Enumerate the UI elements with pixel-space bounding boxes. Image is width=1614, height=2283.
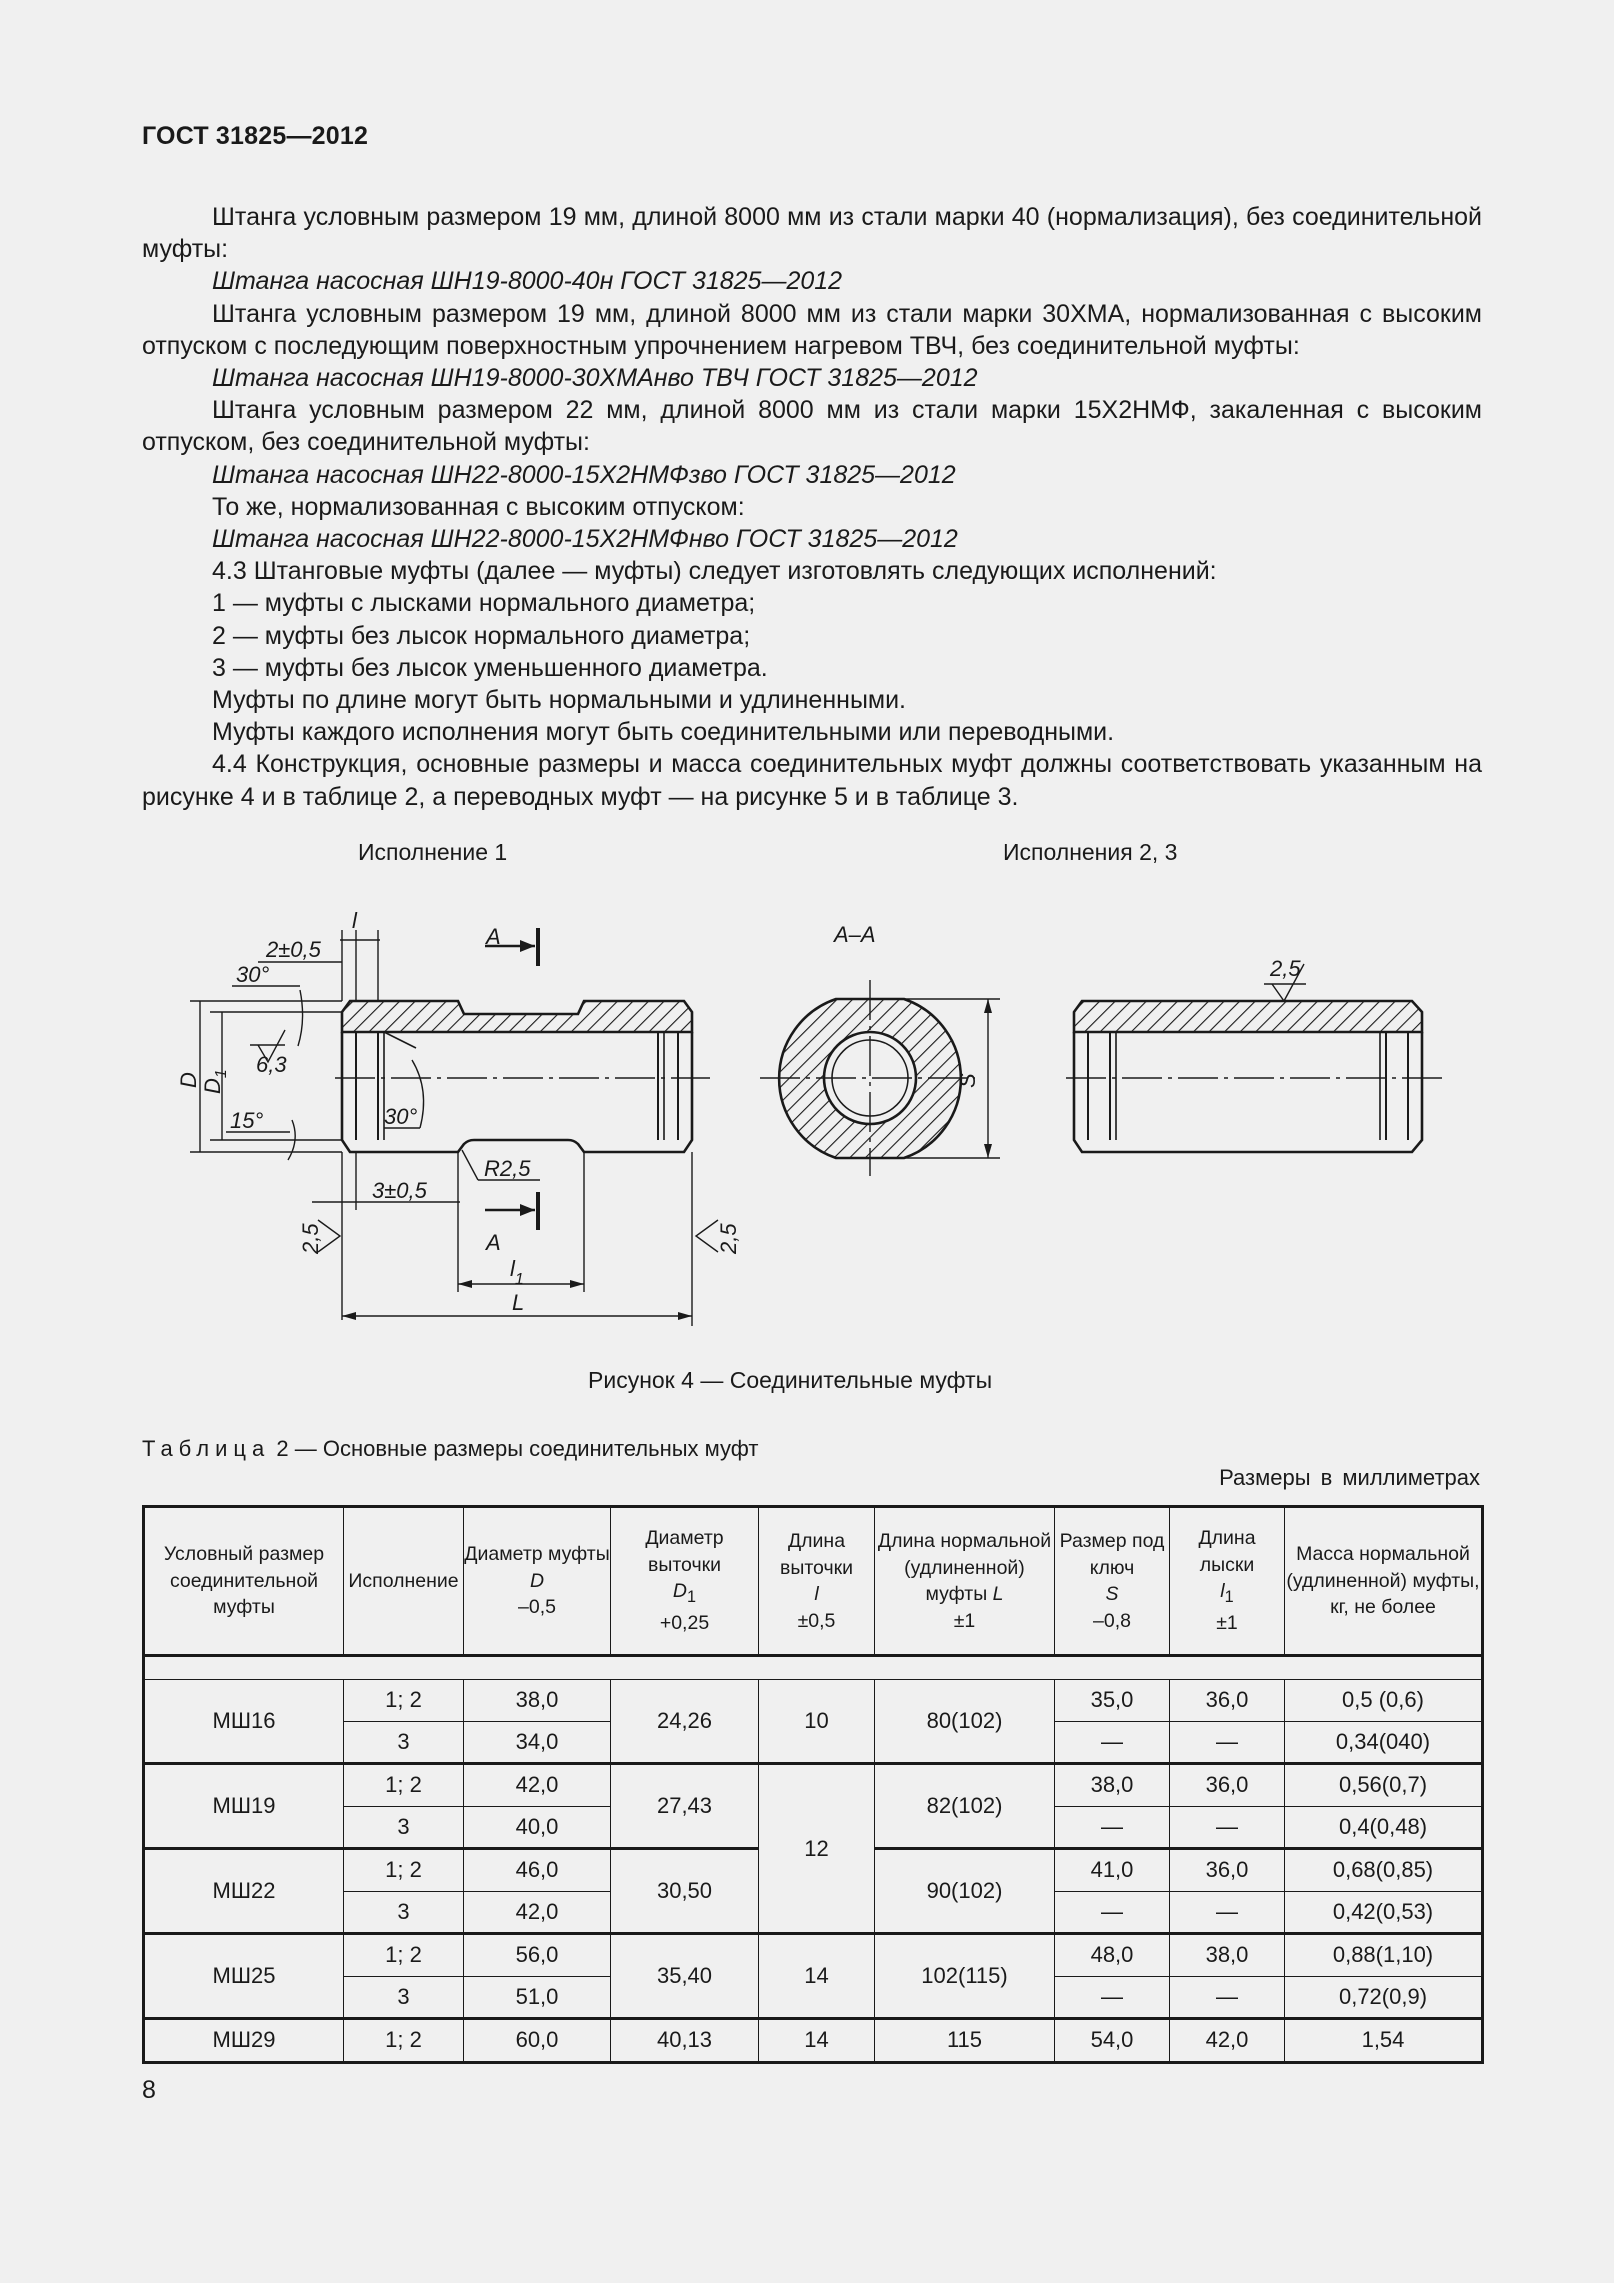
cell-size: МШ16 — [144, 1680, 344, 1764]
dim-roughness-63-label: 6,3 — [256, 1052, 287, 1077]
dim-offset-label: 3±0,5 — [372, 1178, 427, 1203]
list-item: 2 — муфты без лысок нормального диаметра; — [212, 621, 751, 650]
cell-S: 38,0 — [1055, 1764, 1170, 1807]
cell-D: 42,0 — [464, 1891, 611, 1934]
cut-label-top: А — [486, 924, 501, 949]
cell-D: 51,0 — [464, 1976, 611, 2019]
dim-l-label: l — [352, 908, 357, 933]
cell-D1: 27,43 — [611, 1764, 759, 1849]
cell-L: 115 — [875, 2019, 1055, 2063]
couplings-table — [142, 1505, 1484, 2064]
cell-l1: — — [1170, 1721, 1285, 1764]
cell-mass: 0,4(0,48) — [1285, 1806, 1483, 1849]
figure-label-right: Исполнения 2, 3 — [1003, 839, 1178, 865]
header-S: Размер под ключ S –0,8 — [1055, 1507, 1170, 1656]
header-D: Диаметр муфты D –0,5 — [464, 1507, 611, 1656]
example-designation: Штанга насосная ШН19-8000-30ХМАнво ТВЧ ГОСТ 31825—2012 — [212, 364, 978, 393]
cut-label-bottom: А — [486, 1230, 501, 1255]
cell-mass: 0,34(040) — [1285, 1721, 1483, 1764]
paragraph: 4.4 Конструкция, основные размеры и масса соединительных муфт должны соответствовать указанным на рисунке 4 и в таблице 2, а переводных муфт — на рисунке 5 и в таблице 3. — [142, 750, 1482, 811]
cell-version: 1; 2 — [344, 2019, 464, 2063]
example-designation: Штанга насосная ШН22-8000-15Х2НМФзво ГОСТ 31825—2012 — [212, 460, 956, 489]
cell-l1: 38,0 — [1170, 1934, 1285, 1977]
cell-mass: 0,56(0,7) — [1285, 1764, 1483, 1807]
cell-l: 10 — [759, 1680, 875, 1764]
cell-mass: 0,68(0,85) — [1285, 1849, 1483, 1892]
cell-l1: 36,0 — [1170, 1849, 1285, 1892]
dim-l1-label: $l_1$ — [510, 1256, 524, 1288]
cell-D: 46,0 — [464, 1849, 611, 1892]
dim-D1-label: $D_1$ — [200, 1069, 230, 1094]
table-caption-prefix: Таблица — [142, 1436, 271, 1461]
cell-S: 41,0 — [1055, 1849, 1170, 1892]
table-caption-text: 2 — Основные размеры соединительных муфт — [270, 1436, 759, 1461]
table-units: Размеры в миллиметрах — [1219, 1465, 1480, 1490]
cell-size: МШ25 — [144, 1934, 344, 2019]
cell-version: 1; 2 — [344, 1680, 464, 1722]
cell-mass: 0,88(1,10) — [1285, 1934, 1483, 1977]
cell-l1: — — [1170, 1891, 1285, 1934]
page-number: 8 — [142, 2076, 156, 2104]
dim-angle30-inner-label: 30° — [384, 1104, 418, 1129]
dim-chamfer-label: 2±0,5 — [266, 937, 321, 962]
cell-l1: — — [1170, 1976, 1285, 2019]
list-item: 1 — муфты с лысками нормального диаметра; — [212, 589, 756, 618]
dim-roughness-25-left: 2,5 — [298, 1223, 323, 1254]
dim-radius-label: R2,5 — [484, 1156, 531, 1181]
dim-angle30-label: 30° — [236, 962, 270, 987]
dim-roughness-25-right: 2,5 — [716, 1223, 741, 1254]
cell-size: МШ22 — [144, 1849, 344, 1934]
cell-S: — — [1055, 1891, 1170, 1934]
cell-D: 34,0 — [464, 1721, 611, 1764]
cell-mass: 0,42(0,53) — [1285, 1891, 1483, 1934]
dim-L-label: L — [512, 1290, 525, 1315]
dim-roughness-25-top: 2,5 — [1270, 956, 1301, 981]
cell-D1: 24,26 — [611, 1680, 759, 1764]
cell-L: 90(102) — [875, 1849, 1055, 1934]
cell-L: 82(102) — [875, 1764, 1055, 1849]
cell-D: 40,0 — [464, 1806, 611, 1849]
cell-version: 3 — [344, 1806, 464, 1849]
example-designation: Штанга насосная ШН22-8000-15Х2НМФнво ГОСТ 31825—2012 — [212, 525, 958, 554]
cell-l: 14 — [759, 1934, 875, 2019]
cell-version: 3 — [344, 1721, 464, 1764]
dim-D-label: D — [176, 1072, 201, 1088]
cell-D1: 35,40 — [611, 1934, 759, 2019]
header-L: Длина нормальной (удлиненной) муфты L ±1 — [875, 1507, 1055, 1656]
cell-version: 1; 2 — [344, 1764, 464, 1807]
cell-l1: — — [1170, 1806, 1285, 1849]
header-l1: Длина лыски $l_1$ ±1 — [1170, 1507, 1285, 1656]
cell-version: 1; 2 — [344, 1934, 464, 1977]
cell-l: 12 — [759, 1764, 875, 1934]
header-mass: Масса нормальной (удлиненной) муфты, кг, не более — [1285, 1507, 1483, 1656]
example-designation: Штанга насосная ШН19-8000-40н ГОСТ 31825—2012 — [212, 267, 843, 296]
cell-D: 56,0 — [464, 1934, 611, 1977]
list-item: 3 — муфты без лысок уменьшенного диаметра. — [212, 653, 768, 682]
section-label: А–А — [834, 922, 876, 947]
cell-S: 35,0 — [1055, 1680, 1170, 1722]
cell-l1: 36,0 — [1170, 1680, 1285, 1722]
paragraph: Штанга условным размером 19 мм, длиной 8000 мм из стали марки 30ХМА, нормализованная с высоким отпуском с последующим поверхностным упрочнением нагревом ТВЧ, без соединительной муфты: — [142, 299, 1482, 360]
paragraph: Муфты по длине могут быть нормальными и удлиненными. — [212, 686, 907, 715]
cell-l1: 42,0 — [1170, 2019, 1285, 2063]
cell-version: 3 — [344, 1976, 464, 2019]
table-caption — [142, 1436, 759, 1462]
cell-L: 80(102) — [875, 1680, 1055, 1764]
cell-S: 54,0 — [1055, 2019, 1170, 2063]
cell-version: 1; 2 — [344, 1849, 464, 1892]
cell-D: 38,0 — [464, 1680, 611, 1722]
paragraph: Штанга условным размером 19 мм, длиной 8000 мм из стали марки 40 (нормализация), без соединительной муфты: — [142, 203, 1482, 264]
figure-caption: Рисунок 4 — Соединительные муфты — [588, 1367, 993, 1393]
cell-S: 48,0 — [1055, 1934, 1170, 1977]
cell-D: 42,0 — [464, 1764, 611, 1807]
document-header: ГОСТ 31825—2012 — [142, 122, 369, 150]
cell-mass: 1,54 — [1285, 2019, 1483, 2063]
cell-D1: 30,50 — [611, 1849, 759, 1934]
cell-l1: 36,0 — [1170, 1764, 1285, 1807]
coupling-version-2-3 — [1066, 964, 1446, 1152]
header-l: Длина выточки l ±0,5 — [759, 1507, 875, 1656]
header-D1: Диаметр выточки $D_1$ +0,25 — [611, 1507, 759, 1656]
cell-size: МШ19 — [144, 1764, 344, 1849]
header-size: Условный размер соединительной муфты — [144, 1507, 344, 1656]
paragraph: Муфты каждого исполнения могут быть соединительными или переводными. — [212, 718, 1115, 747]
paragraph: Штанга условным размером 22 мм, длиной 8000 мм из стали марки 15Х2НМФ, закаленная с высоким отпуском, без соединительной муфты: — [142, 396, 1482, 457]
cell-S: — — [1055, 1721, 1170, 1764]
paragraph: То же, нормализованная с высоким отпуском: — [212, 492, 745, 521]
cell-version: 3 — [344, 1891, 464, 1934]
paragraph: 4.3 Штанговые муфты (далее — муфты) следует изготовлять следующих исполнений: — [212, 557, 1217, 586]
figure-label-left: Исполнение 1 — [358, 839, 508, 865]
cell-D1: 40,13 — [611, 2019, 759, 2063]
dim-S-label: S — [955, 1073, 980, 1088]
dim-angle15-label: 15° — [230, 1108, 264, 1133]
cell-mass: 0,72(0,9) — [1285, 1976, 1483, 2019]
cell-L: 102(115) — [875, 1934, 1055, 2019]
cell-l: 14 — [759, 2019, 875, 2063]
cell-mass: 0,5 (0,6) — [1285, 1680, 1483, 1722]
header-version: Исполнение — [344, 1507, 464, 1656]
cell-S: — — [1055, 1976, 1170, 2019]
coupling-version-1 — [190, 928, 718, 1326]
cell-size: МШ29 — [144, 2019, 344, 2063]
cell-D: 60,0 — [464, 2019, 611, 2063]
cell-S: — — [1055, 1806, 1170, 1849]
